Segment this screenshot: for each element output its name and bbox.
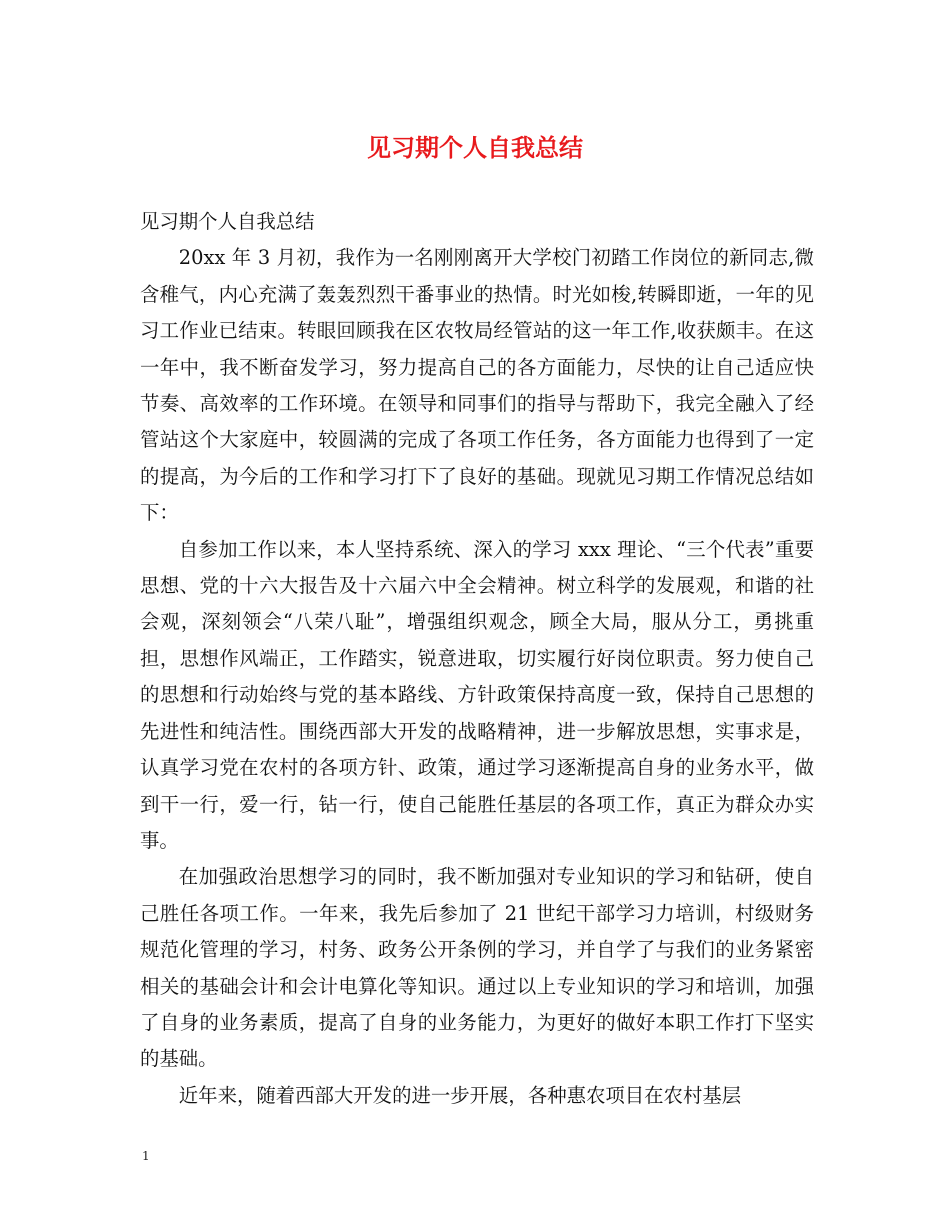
paragraph-professional-study: 在加强政治思想学习的同时，我不断加强对专业知识的学习和钻研，使自己胜任各项工作。一年来，我先后参加了 21 世纪干部学习力培训，村级财务规范化管理的学习，村务、政务公开条例的学习，并自学了与我们的业务紧密相关的基础会计和会计电算化等知识。通过以上专业知识的学习和培训，加强了自身的业务素质，提高了自身的业务能力，为更好的做好本职工作打下坚实的基础。 — [140, 865, 814, 1071]
document-title: 见习期个人自我总结 — [367, 134, 583, 162]
paragraph-political-study: 自参加工作以来，本人坚持系统、深入的学习 xxx 理论、“三个代表”重要思想、党的十六大报告及十六届六中全会精神。树立科学的发展观，和谐的社会观，深刻领会“八荣八耻”，增强组织观念，顾全大局，服从分工，勇挑重担，思想作风端正，工作踏实，锐意进取，切实履行好岗位职责。努力使自己的思想和行动始终与党的基本路线、方针政策保持高度一致，保持自己思想的先进性和纯洁性。围绕西部大开发的战略精神，进一步解放思想，实事求是，认真学习党在农村的各项方针、政策，通过学习逐渐提高自身的业务水平，做到干一行，爱一行，钻一行，使自己能胜任基层的各项工作，真正为群众办实事。 — [140, 537, 814, 852]
paragraph-intro: 20xx 年 3 月初，我作为一名刚刚离开大学校门初踏工作岗位的新同志,微含稚气，内心充满了轰轰烈烈干番事业的热情。时光如梭,转瞬即逝，一年的见习工作业已结束。转眼回顾我在区农牧局经管站的这一年工作,收获颇丰。在这一年中，我不断奋发学习，努力提高自己的各方面能力，尽快的让自己适应快节奏、高效率的工作环境。在领导和同事们的指导与帮助下，我完全融入了经管站这个大家庭中，较圆满的完成了各项工作任务，各方面能力也得到了一定的提高，为今后的工作和学习打下了良好的基础。现就见习期工作情况总结如下： — [140, 246, 814, 525]
page-number: 1 — [142, 1149, 150, 1163]
paragraph-heading: 见习期个人自我总结 — [140, 210, 315, 233]
paragraph-recent-years: 近年来，随着西部大开发的进一步开展，各种惠农项目在农村基层 — [178, 1083, 742, 1107]
document-body — [140, 204, 814, 1114]
